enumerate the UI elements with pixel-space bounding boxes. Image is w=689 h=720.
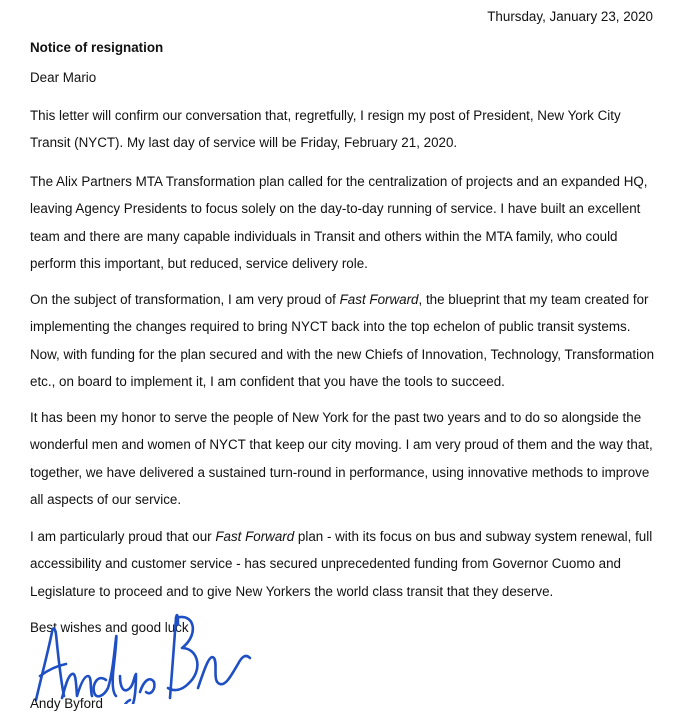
fast-forward-emphasis-2: Fast Forward <box>215 529 295 544</box>
signature-strokes <box>36 615 250 704</box>
letter-subject: Notice of resignation <box>30 40 164 55</box>
paragraph-fast-forward-text-1: On the subject of transformation, I am very proud of <box>30 292 340 307</box>
salutation: Dear Mario <box>30 70 97 85</box>
fast-forward-emphasis: Fast Forward <box>339 292 419 307</box>
letter-date: Thursday, January 23, 2020 <box>487 9 653 24</box>
paragraph-resignation: This letter will confirm our conversation that, regretfully, I resign my post of President, New York City Transit (NYCT). My last day of service will be Friday, February 21, 2020. <box>30 108 621 151</box>
paragraph-honor: It has been my honor to serve the people of New York for the past two years and to do so alongside the wonderful men and women of NYCT that keep our city moving. I am very proud of them and the way that, together, we have delivered a sustained turn-round in performance, using innovative methods to improve all aspects of our service. <box>30 410 653 508</box>
closing: Best wishes and good luck <box>30 620 189 635</box>
paragraph-fast-forward <box>30 286 662 396</box>
signer-name: Andy Byford <box>30 696 103 711</box>
paragraph-transformation-plan: The Alix Partners MTA Transformation plan called for the centralization of projects and an expanded HQ, leaving Agency Presidents to focus solely on the day-to-day running of service. I have built an excellent team and there are many capable individuals in Transit and others within the MTA family, who could perform this important, but reduced, service delivery role. <box>30 174 648 272</box>
paragraph-proud-text-2: plan - with its focus on bus and subway system renewal, full accessibility and customer service - has secured unprecedented funding from Governor Cuomo and Legislature to proceed and to give New Yorkers the world class transit that they deserve. <box>30 529 653 599</box>
paragraph-proud-text-1: I am particularly proud that our <box>30 529 216 544</box>
paragraph-proud <box>30 523 662 605</box>
handwritten-signature <box>22 604 252 704</box>
paragraph-fast-forward-text-2: , the blueprint that my team created for implementing the changes required to bring NYCT back into the top echelon of public transit systems. Now, with funding for the plan secured and with the new Chiefs of Innovation, Technology, Transformation etc., on board to implement it, I am confident that you have the tools to succeed. <box>30 292 655 390</box>
